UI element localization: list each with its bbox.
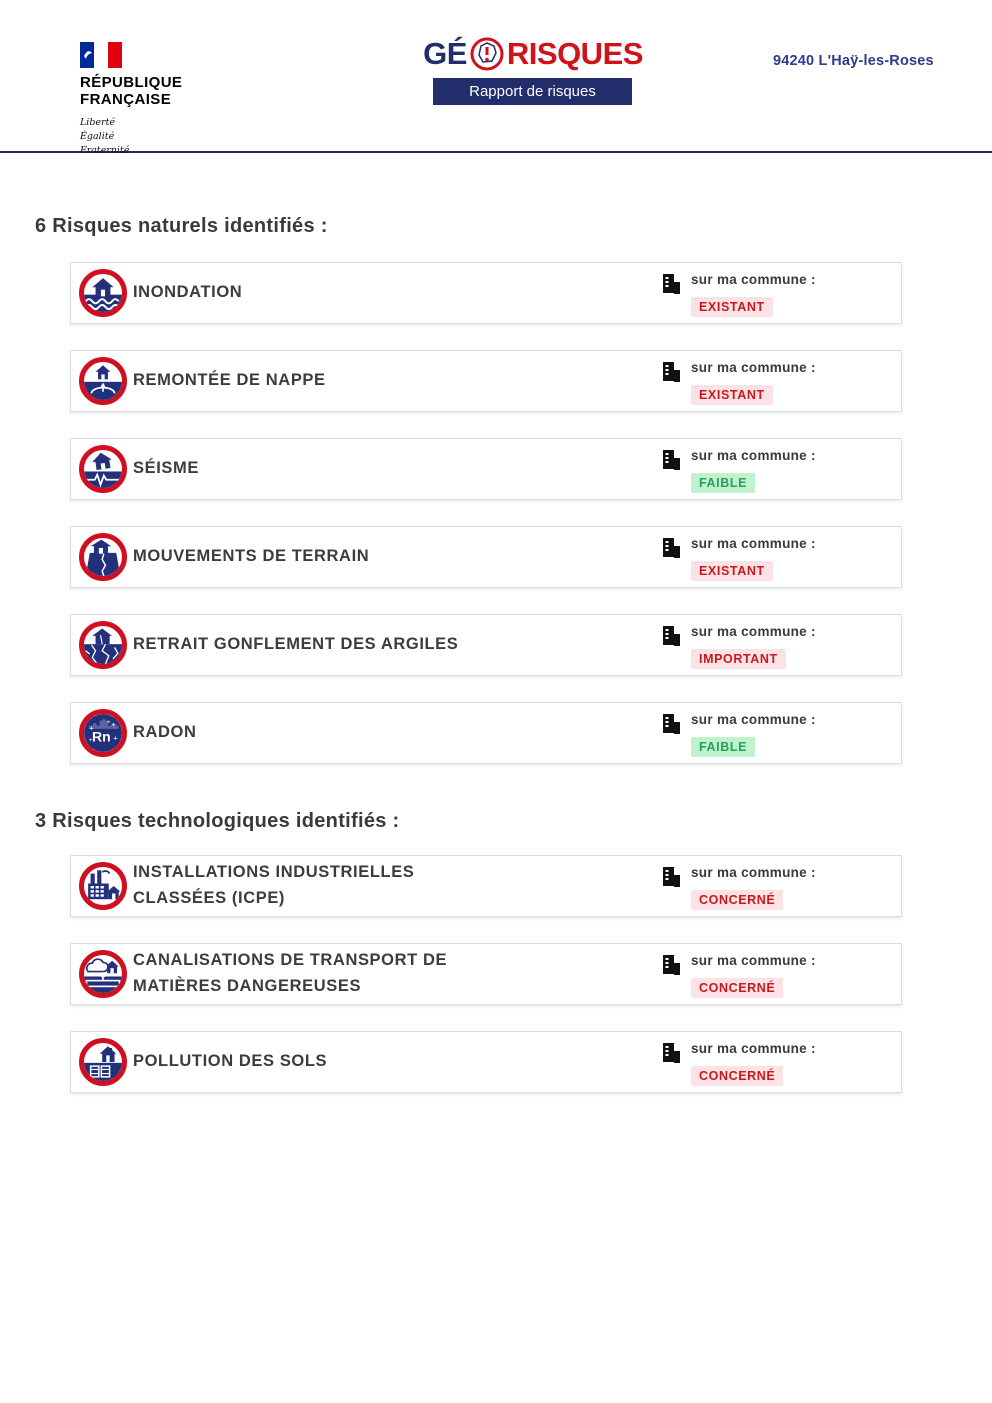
svg-text:+: + <box>88 737 93 745</box>
svg-text:Rn: Rn <box>91 728 111 745</box>
risk-title: CANALISATIONS DE TRANSPORT DE MATIÈRES DANGEREUSES <box>133 951 448 995</box>
building-icon <box>661 866 682 888</box>
risk-card-canalisations-transport <box>70 943 902 1005</box>
risk-card-installations-industrielles <box>70 855 902 917</box>
section-heading-technologiques: 3 Risques technologiques identifiés : <box>35 810 400 832</box>
commune-status-block <box>661 951 891 998</box>
risk-title: INONDATION <box>133 283 243 302</box>
status-badge: EXISTANT <box>691 561 773 581</box>
sur-ma-commune-label: sur ma commune : <box>691 535 816 551</box>
sur-ma-commune-label: sur ma commune : <box>691 447 816 463</box>
building-icon <box>661 361 682 383</box>
devise <box>80 116 182 159</box>
seisme-icon <box>79 445 127 493</box>
installations-industrielles-icon <box>79 862 127 910</box>
radon-icon <box>79 709 127 757</box>
french-flag-icon <box>80 42 122 68</box>
risk-card-remontee-de-nappe <box>70 350 902 412</box>
commune-status-block <box>661 622 891 669</box>
mouvements-de-terrain-icon <box>79 533 127 581</box>
georisques-logo <box>423 36 643 105</box>
header <box>0 0 992 156</box>
building-icon <box>661 449 682 471</box>
status-badge: EXISTANT <box>691 385 773 405</box>
section-heading-naturels: 6 Risques naturels identifiés : <box>35 215 328 237</box>
devise-fraternite: Fraternité <box>80 145 130 156</box>
commune-status-block <box>661 446 891 493</box>
republique-line1: RÉPUBLIQUE <box>80 74 183 91</box>
georisques-france-alert-icon <box>469 36 505 72</box>
risk-title: RADON <box>133 723 197 742</box>
sur-ma-commune-label: sur ma commune : <box>691 271 816 287</box>
republique-francaise-logo <box>80 42 182 158</box>
svg-text:+: + <box>106 718 111 726</box>
sur-ma-commune-label: sur ma commune : <box>691 711 816 727</box>
sur-ma-commune-label: sur ma commune : <box>691 1040 816 1056</box>
risk-card-radon <box>70 702 902 764</box>
natural-risk-cards <box>70 262 902 764</box>
rapport-banner: Rapport de risques <box>433 78 632 105</box>
risk-title: POLLUTION DES SOLS <box>133 1052 328 1071</box>
status-badge: IMPORTANT <box>691 649 786 669</box>
status-badge: CONCERNÉ <box>691 890 783 910</box>
status-badge: FAIBLE <box>691 473 755 493</box>
republique-line2: FRANÇAISE <box>80 91 172 109</box>
status-badge: CONCERNÉ <box>691 978 783 998</box>
remontee-de-nappe-icon <box>79 357 127 405</box>
svg-text:+: + <box>111 720 116 730</box>
building-icon <box>661 625 682 647</box>
commune-label: 94240 L'Haÿ-les-Roses <box>773 53 934 69</box>
risk-card-pollution-des-sols <box>70 1031 902 1093</box>
retrait-gonflement-argiles-icon <box>79 621 127 669</box>
status-badge: FAIBLE <box>691 737 755 757</box>
building-icon <box>661 954 682 976</box>
devise-liberte: Liberté <box>80 116 116 128</box>
republique-name <box>80 74 182 109</box>
sur-ma-commune-label: sur ma commune : <box>691 952 816 968</box>
risk-title: SÉISME <box>133 459 199 478</box>
building-icon <box>661 713 682 735</box>
building-icon <box>661 1042 682 1064</box>
svg-text:+: + <box>89 723 94 733</box>
commune-status-block <box>661 710 891 757</box>
sur-ma-commune-label: sur ma commune : <box>691 864 816 880</box>
risk-title: MOUVEMENTS DE TERRAIN <box>133 547 370 566</box>
risk-card-inondation <box>70 262 902 324</box>
risk-title: REMONTÉE DE NAPPE <box>133 371 326 390</box>
canalisations-transport-icon <box>79 950 127 998</box>
georisques-logo-risques: RISQUES <box>506 36 643 71</box>
commune-status-block <box>661 270 891 317</box>
report-body <box>0 215 992 1093</box>
svg-text:+: + <box>113 733 118 743</box>
status-badge: EXISTANT <box>691 297 773 317</box>
risk-title: INSTALLATIONS INDUSTRIELLES CLASSÉES (ICPE) <box>133 863 415 907</box>
devise-egalite: Égalité <box>80 130 115 142</box>
risk-card-mouvements-de-terrain <box>70 526 902 588</box>
commune-status-block <box>661 863 891 910</box>
commune-status-block <box>661 358 891 405</box>
sur-ma-commune-label: sur ma commune : <box>691 359 816 375</box>
technological-risk-cards <box>70 855 902 1093</box>
pollution-des-sols-icon <box>79 1038 127 1086</box>
risk-card-retrait-gonflement-argiles <box>70 614 902 676</box>
sur-ma-commune-label: sur ma commune : <box>691 623 816 639</box>
risk-card-seisme <box>70 438 902 500</box>
risk-title: RETRAIT GONFLEMENT DES ARGILES <box>133 635 459 654</box>
status-badge: CONCERNÉ <box>691 1066 783 1086</box>
inondation-icon <box>79 269 127 317</box>
commune-status-block <box>661 1039 891 1086</box>
building-icon <box>661 537 682 559</box>
georisques-logo-ge: GÉ <box>423 36 467 71</box>
commune-status-block <box>661 534 891 581</box>
building-icon <box>661 273 682 295</box>
